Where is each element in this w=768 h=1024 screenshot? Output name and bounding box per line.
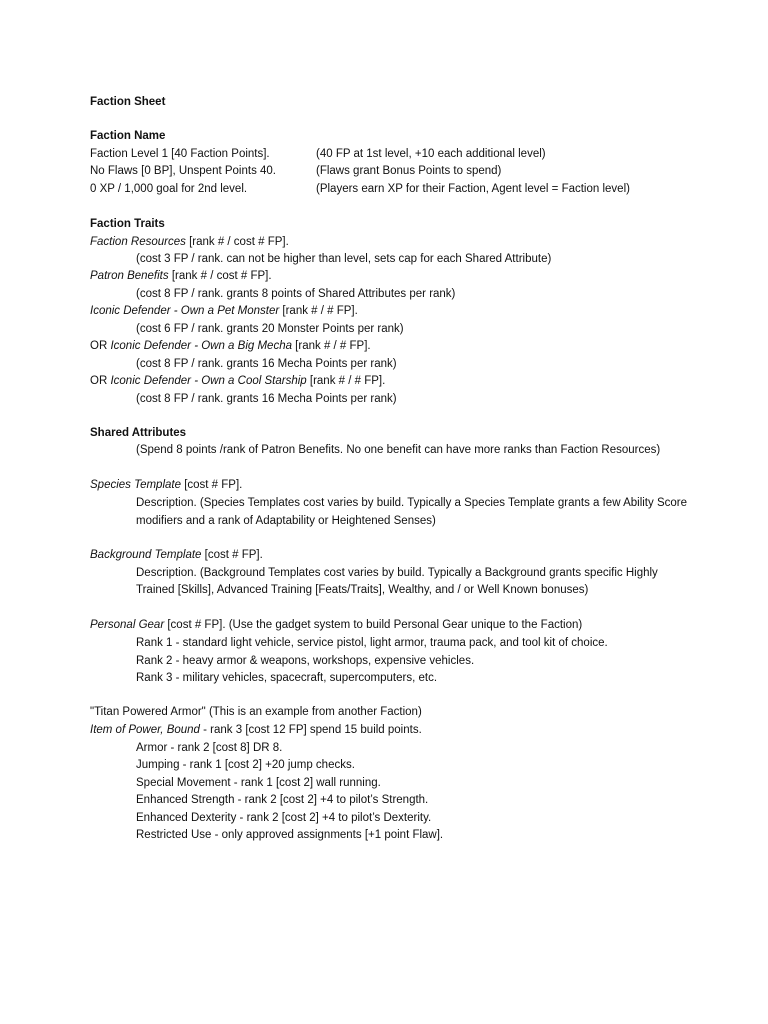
feature-enhanced-dexterity: Enhanced Dexterity - rank 2 [cost 2] +4 to pilot’s Dexterity.: [136, 812, 432, 824]
trait-pet-monster: [90, 304, 358, 318]
trait-rank-cost: [rank # / # FP].: [306, 375, 386, 387]
trait-patron-benefits: [90, 269, 272, 283]
trait-rank-cost: [rank # / # FP].: [279, 305, 358, 317]
species-description-2: modifiers and a rank of Adaptability or Heightened Senses): [136, 515, 436, 527]
trait-pet-monster-note: (cost 6 FP / rank. grants 20 Monster Points per rank): [136, 323, 404, 335]
template-name: Species Template: [90, 479, 181, 491]
flaws-line: No Flaws [0 BP], Unspent Points 40.: [90, 165, 277, 177]
faction-name-heading: Faction Name: [90, 130, 166, 142]
feature-restricted-use: Restricted Use - only approved assignments [+1 point Flaw].: [136, 829, 444, 841]
faction-level-line: Faction Level 1 [40 Faction Points].: [90, 148, 270, 160]
template-cost: [cost # FP].: [201, 549, 263, 561]
gear-rank-3: Rank 3 - military vehicles, spacecraft, supercomputers, etc.: [136, 672, 438, 684]
species-template-line: [90, 478, 242, 492]
or-prefix: OR: [90, 340, 111, 352]
personal-gear-line: [90, 618, 582, 632]
trait-name: Iconic Defender - Own a Pet Monster: [90, 305, 280, 317]
item-details: - rank 3 [cost 12 FP] spend 15 build points.: [199, 724, 422, 736]
flaws-note: (Flaws grant Bonus Points to spend): [316, 165, 502, 177]
item-name: Item of Power, Bound: [90, 724, 200, 736]
xp-line: 0 XP / 1,000 goal for 2nd level.: [90, 183, 248, 195]
background-description-1: Description. (Background Templates cost varies by build. Typically a Background grants specific Highly: [136, 567, 658, 579]
trait-big-mecha: [90, 339, 371, 353]
feature-enhanced-strength: Enhanced Strength - rank 2 [cost 2] +4 to pilot’s Strength.: [136, 794, 429, 806]
feature-jumping: Jumping - rank 1 [cost 2] +20 jump checks.: [136, 759, 355, 771]
item-of-power-line: [90, 723, 422, 737]
shared-attributes-heading: Shared Attributes: [90, 427, 187, 439]
trait-rank-cost: [rank # / cost # FP].: [185, 236, 289, 248]
feature-armor: Armor - rank 2 [cost 8] DR 8.: [136, 742, 283, 754]
trait-patron-benefits-note: (cost 8 FP / rank. grants 8 points of Shared Attributes per rank): [136, 288, 456, 300]
faction-traits-heading: Faction Traits: [90, 218, 165, 230]
template-name: Background Template: [90, 549, 202, 561]
sheet-title: Faction Sheet: [90, 96, 166, 108]
template-cost: [cost # FP].: [181, 479, 243, 491]
gear-rank-1: Rank 1 - standard light vehicle, service pistol, light armor, trauma pack, and tool kit of choice.: [136, 637, 608, 649]
trait-name: Patron Benefits: [90, 270, 169, 282]
faction-level-note: (40 FP at 1st level, +10 each additional level): [316, 148, 546, 160]
trait-cool-starship: [90, 374, 385, 388]
feature-special-movement: Special Movement - rank 1 [cost 2] wall running.: [136, 777, 381, 789]
background-template-line: [90, 548, 263, 562]
trait-name: Iconic Defender - Own a Cool Starship: [110, 375, 307, 387]
trait-faction-resources: [90, 235, 289, 249]
gear-rank-2: Rank 2 - heavy armor & weapons, workshops, expensive vehicles.: [136, 655, 475, 667]
shared-attributes-note: (Spend 8 points /rank of Patron Benefits. No one benefit can have more ranks than Faction Resources): [136, 444, 661, 456]
background-description-2: Trained [Skills], Advanced Training [Feats/Traits], Wealthy, and / or Well Known bonuses): [136, 584, 589, 596]
trait-rank-cost: [rank # / cost # FP].: [168, 270, 272, 282]
trait-name: Faction Resources: [90, 236, 186, 248]
gear-name: Personal Gear: [90, 619, 165, 631]
xp-note: (Players earn XP for their Faction, Agent level = Faction level): [316, 183, 630, 195]
gear-cost-note: [cost # FP]. (Use the gadget system to build Personal Gear unique to the Faction): [164, 619, 583, 631]
example-title: "Titan Powered Armor" (This is an example from another Faction): [90, 706, 422, 718]
or-prefix: OR: [90, 375, 111, 387]
trait-cool-starship-note: (cost 8 FP / rank. grants 16 Mecha Points per rank): [136, 393, 397, 405]
species-description-1: Description. (Species Templates cost varies by build. Typically a Species Template grants a few Ability Score: [136, 497, 687, 509]
trait-name: Iconic Defender - Own a Big Mecha: [110, 340, 292, 352]
trait-faction-resources-note: (cost 3 FP / rank. can not be higher than level, sets cap for each Shared Attribute): [136, 253, 552, 265]
trait-big-mecha-note: (cost 8 FP / rank. grants 16 Mecha Points per rank): [136, 358, 397, 370]
trait-rank-cost: [rank # / # FP].: [291, 340, 371, 352]
